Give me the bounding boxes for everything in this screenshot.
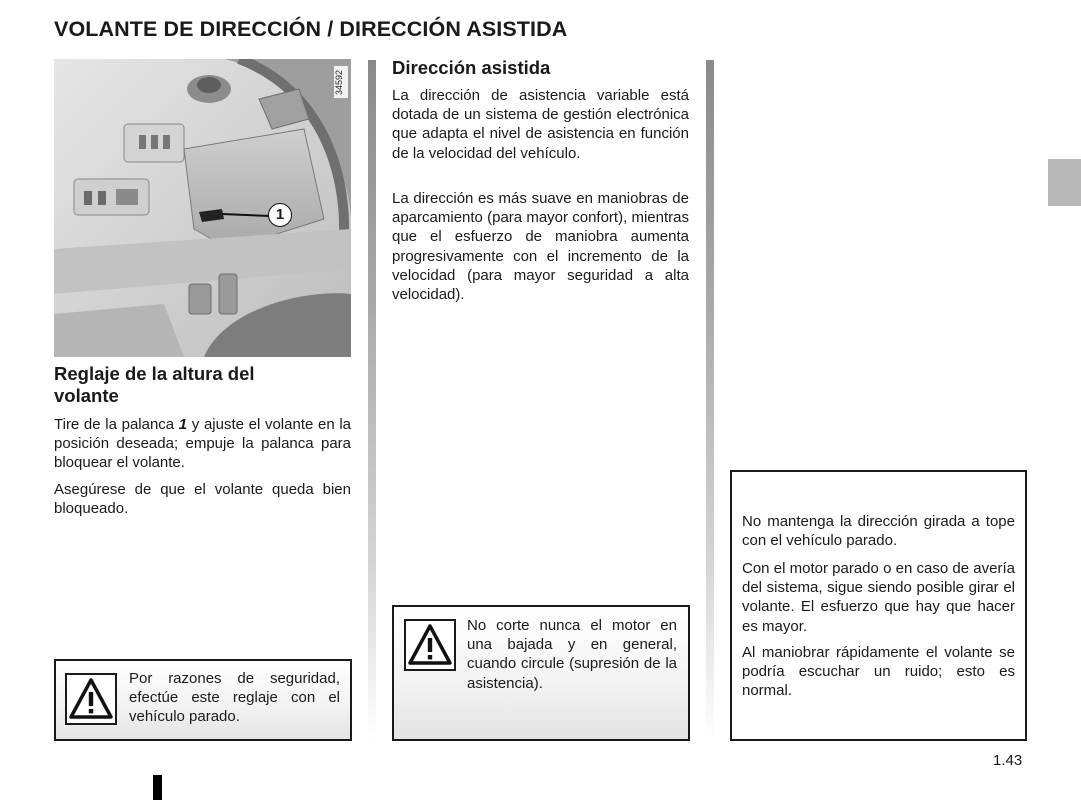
section-heading-steering-height: Reglaje de la altura del volante (54, 363, 255, 406)
print-corner-mark (153, 775, 162, 800)
paragraph-assist-behavior: La dirección es más suave en maniobras de aparcamiento (para mayor confort), mientras que el esfuerzo de maniobra aumenta progresivamente con el incremento de la velocidad (para mayor seguridad a alta velocidad). (392, 190, 689, 304)
chapter-tab (1048, 159, 1081, 206)
note-box (730, 470, 1027, 741)
page-title: VOLANTE DE DIRECCIÓN / DIRECCIÓN ASISTIDA (54, 17, 568, 41)
note-paragraph-full-lock: No mantenga la dirección girada a tope con el vehículo parado. (742, 513, 1015, 550)
warning-triangle-icon (404, 619, 456, 671)
safety-warning-box (54, 659, 352, 741)
column-divider-right (706, 60, 714, 740)
note-paragraph-noise: Al maniobrar rápidamente el volante se podría escuchar un ruido; esto es normal. (742, 644, 1015, 700)
column-divider-left (368, 60, 376, 740)
figure-reference: 34592 (334, 66, 348, 98)
paragraph-lever: Tire de la palanca 1 y ajuste el volante en la posición deseada; empuje la palanca para bloquear el volante. (54, 416, 351, 472)
paragraph-check-locked: Asegúrese de que el volante queda bien bloqueado. (54, 481, 351, 518)
steering-illustration-drawing (54, 59, 351, 357)
section-heading-power-steering: Dirección asistida (392, 57, 551, 78)
paragraph-variable-assist: La dirección de asistencia variable está dotada de un sistema de gestión electrónica que adapta el nivel de asistencia en función de la velocidad del vehículo. (392, 87, 689, 162)
warning-triangle-icon (65, 673, 117, 725)
safety-warning-text: Por razones de seguridad, efectúe este reglaje con el vehículo parado. (129, 670, 340, 726)
page-number: 1.43 (993, 752, 1023, 769)
engine-warning-text: No corte nunca el motor en una bajada y en general, cuando circule (supresión de la asistencia). (467, 617, 677, 692)
note-paragraph-engine-off: Con el motor parado o en caso de avería del sistema, sigue siendo posible girar el volante. El esfuerzo que hay que hacer es mayor. (742, 560, 1015, 635)
steering-illustration (54, 59, 351, 357)
lever-reference: 1 (178, 416, 188, 433)
callout-number: 1 (268, 203, 292, 227)
engine-warning-box (392, 605, 690, 741)
